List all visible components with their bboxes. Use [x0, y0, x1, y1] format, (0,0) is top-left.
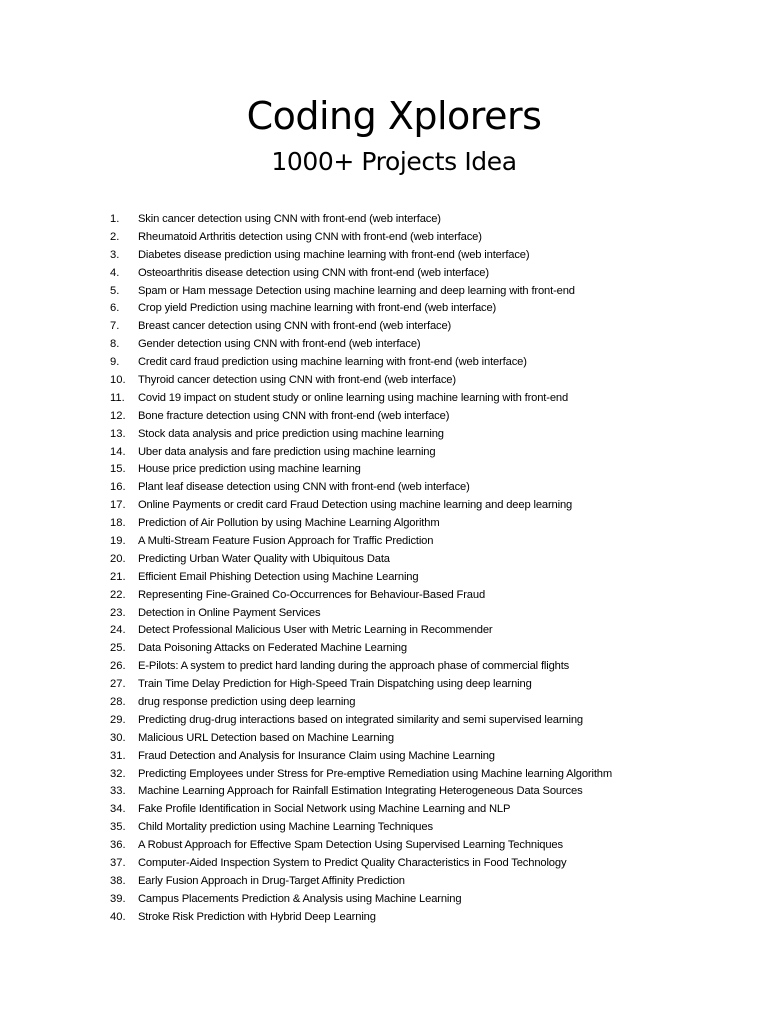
list-item: [110, 693, 690, 711]
list-item-text: Rheumatoid Arthritis detection using CNN with front-end (web interface): [138, 230, 482, 243]
list-item-text: E-Pilots: A system to predict hard landing during the approach phase of commercial flights: [138, 660, 570, 673]
list-item: [110, 282, 690, 300]
list-item-number: 6.: [110, 302, 120, 315]
list-item: [110, 514, 690, 532]
list-item-text: Fake Profile Identification in Social Network using Machine Learning and NLP: [138, 803, 511, 816]
list-item: [110, 854, 690, 872]
list-item-text: Campus Placements Prediction & Analysis using Machine Learning: [138, 892, 462, 905]
list-item-number: 2.: [110, 230, 120, 243]
list-item-number: 23.: [110, 606, 126, 619]
list-item-text: Breast cancer detection using CNN with front-end (web interface): [138, 320, 452, 333]
list-item-text: Detect Professional Malicious User with Metric Learning in Recommender: [138, 624, 493, 637]
list-item: [110, 389, 690, 407]
list-item: [110, 890, 690, 908]
list-item-number: 10.: [110, 373, 126, 386]
list-item: [110, 246, 690, 264]
list-item-number: 31.: [110, 749, 126, 762]
list-item-number: 29.: [110, 713, 126, 726]
list-item-number: 25.: [110, 642, 126, 655]
list-item-text: Data Poisoning Attacks on Federated Machine Learning: [138, 642, 407, 655]
list-item: [110, 675, 690, 693]
list-item-number: 28.: [110, 695, 126, 708]
list-item-text: Credit card fraud prediction using machine learning with front-end (web interface): [138, 356, 527, 369]
list-item-text: Stock data analysis and price prediction using machine learning: [138, 427, 444, 440]
list-item: [110, 317, 690, 335]
list-item: [110, 711, 690, 729]
list-item: [110, 872, 690, 890]
list-item-text: Online Payments or credit card Fraud Detection using machine learning and deep learning: [138, 499, 573, 512]
list-item-number: 26.: [110, 660, 126, 673]
list-item-number: 37.: [110, 857, 126, 869]
list-item-number: 34.: [110, 803, 126, 816]
list-item-number: 24.: [110, 624, 126, 637]
list-item-number: 5.: [110, 284, 120, 297]
list-item-number: 8.: [110, 338, 120, 351]
list-item-text: Child Mortality prediction using Machine Learning Techniques: [138, 821, 433, 834]
list-item-number: 4.: [110, 266, 120, 279]
list-item-text: House price prediction using machine learning: [138, 463, 361, 476]
list-item-number: 3.: [110, 248, 120, 261]
list-item: [110, 460, 690, 478]
list-item-number: 16.: [110, 481, 126, 494]
list-item-number: 15.: [110, 463, 126, 476]
list-item-text: Covid 19 impact on student study or online learning using machine learning with front-end: [138, 391, 569, 404]
list-item: [110, 604, 690, 622]
list-item-number: 30.: [110, 731, 126, 744]
list-item: [110, 657, 690, 675]
list-item-text: Train Time Delay Prediction for High-Speed Train Dispatching using deep learning: [138, 678, 532, 691]
list-item: [110, 478, 690, 496]
list-item: [110, 818, 690, 836]
list-item: [110, 586, 690, 604]
list-item-text: Prediction of Air Pollution by using Machine Learning Algorithm: [138, 517, 440, 530]
list-item-text: Stroke Risk Prediction with Hybrid Deep Learning: [138, 910, 376, 923]
list-item-text: Fraud Detection and Analysis for Insurance Claim using Machine Learning: [138, 749, 495, 762]
list-item: [110, 443, 690, 461]
list-item-text: Skin cancer detection using CNN with front-end (web interface): [138, 212, 441, 225]
list-item-text: Predicting Urban Water Quality with Ubiquitous Data: [138, 552, 390, 565]
list-item-number: 38.: [110, 874, 126, 887]
list-item-number: 12.: [110, 409, 126, 422]
list-item-number: 36.: [110, 839, 126, 852]
list-item-text: Detection in Online Payment Services: [138, 606, 321, 619]
list-item-number: 40.: [110, 910, 126, 923]
list-item-number: 9.: [110, 356, 120, 369]
list-item: [110, 228, 690, 246]
list-item: [110, 532, 690, 550]
list-item-number: 21.: [110, 570, 126, 583]
list-item-text: drug response prediction using deep learning: [138, 695, 356, 708]
list-item: [110, 550, 690, 568]
page-subtitle: 1000+ Projects Idea: [271, 147, 517, 176]
list-item: [110, 639, 690, 657]
list-item-number: 27.: [110, 678, 126, 691]
list-item-text: Bone fracture detection using CNN with front-end (web interface): [138, 409, 450, 422]
list-item: [110, 836, 690, 854]
list-item: [110, 800, 690, 818]
list-item-text: A Multi-Stream Feature Fusion Approach for Traffic Prediction: [138, 534, 434, 547]
list-item-text: Efficient Email Phishing Detection using Machine Learning: [138, 570, 419, 583]
list-item-number: 19.: [110, 534, 126, 547]
list-item-text: Thyroid cancer detection using CNN with front-end (web interface): [138, 373, 456, 386]
list-item-number: 35.: [110, 821, 126, 834]
page-title: Coding Xplorers: [246, 94, 542, 138]
list-item: [110, 425, 690, 443]
list-item-text: Predicting drug-drug interactions based on integrated similarity and semi supervised learning: [138, 713, 583, 726]
list-item-number: 18.: [110, 517, 126, 530]
list-item-text: Representing Fine-Grained Co-Occurrences for Behaviour-Based Fraud: [138, 588, 486, 601]
list-item-text: Machine Learning Approach for Rainfall Estimation Integrating Heterogeneous Data Sources: [138, 785, 583, 798]
list-item-text: Computer-Aided Inspection System to Predict Quality Characteristics in Food Technology: [138, 857, 567, 869]
list-item-text: Gender detection using CNN with front-end (web interface): [138, 338, 421, 351]
list-item: [110, 353, 690, 371]
list-item-number: 14.: [110, 445, 126, 458]
list-item: [110, 568, 690, 586]
list-item: [110, 765, 690, 783]
list-item-text: Spam or Ham message Detection using machine learning and deep learning with front-end: [138, 284, 575, 297]
list-item-number: 17.: [110, 499, 126, 512]
list-item: [110, 729, 690, 747]
list-item-text: Diabetes disease prediction using machine learning with front-end (web interface): [138, 248, 530, 261]
list-item: [110, 496, 690, 514]
list-item: [110, 335, 690, 353]
list-item-text: Early Fusion Approach in Drug-Target Affinity Prediction: [138, 874, 405, 887]
list-item-number: 11.: [110, 391, 125, 404]
list-item-text: Crop yield Prediction using machine learning with front-end (web interface): [138, 302, 497, 315]
list-item-text: Malicious URL Detection based on Machine Learning: [138, 731, 394, 744]
list-item-text: Plant leaf disease detection using CNN with front-end (web interface): [138, 481, 470, 494]
list-item: [110, 747, 690, 765]
list-item-number: 13.: [110, 427, 126, 440]
list-item: [110, 210, 690, 228]
list-item-number: 33.: [110, 785, 126, 798]
list-item: [110, 783, 690, 801]
list-item-text: Predicting Employees under Stress for Pre-emptive Remediation using Machine learning Algorithm: [138, 767, 613, 780]
list-item-number: 20.: [110, 552, 126, 565]
list-item-number: 7.: [110, 320, 120, 333]
list-item-text: A Robust Approach for Effective Spam Detection Using Supervised Learning Techniques: [138, 839, 563, 852]
list-item: [110, 371, 690, 389]
list-item: [110, 299, 690, 317]
list-item-number: 1.: [110, 212, 120, 225]
list-item-number: 22.: [110, 588, 126, 601]
list-item: [110, 264, 690, 282]
list-item-number: 39.: [110, 892, 126, 905]
project-list: [110, 210, 690, 926]
list-item: [110, 908, 690, 926]
list-item-number: 32.: [110, 767, 126, 780]
list-item-text: Osteoarthritis disease detection using CNN with front-end (web interface): [138, 266, 489, 279]
list-item-text: Uber data analysis and fare prediction using machine learning: [138, 445, 436, 458]
list-item: [110, 407, 690, 425]
list-item: [110, 621, 690, 639]
